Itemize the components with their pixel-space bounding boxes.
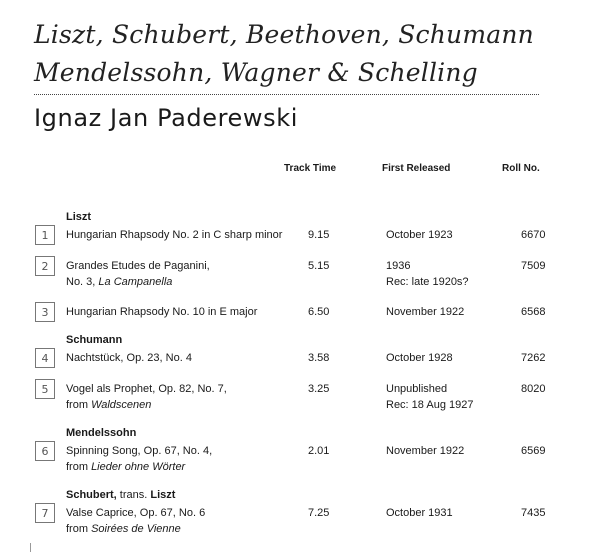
composer-liszt: Liszt [150,489,176,501]
track-number-box: 5 [35,379,55,399]
track-time: 9.15 [308,229,330,241]
composer-trans: trans. [119,489,148,501]
composer-heading-schumann: Schumann [66,334,123,346]
composer-schubert: Schubert, [66,489,117,501]
track-release-line-2: Rec: late 1920s? [386,276,469,288]
track-release: October 1928 [386,352,453,364]
track-title-italic: Soirées de Vienne [91,523,181,535]
track-number-box: 6 [35,441,55,461]
track-time: 2.01 [308,445,330,457]
track-title [66,258,210,290]
track-title-italic: La Campanella [98,276,173,288]
track-title-line-1: Grandes Etudes de Paganini, [66,260,210,272]
track-row [0,256,600,296]
track-roll-no: 6568 [521,306,546,318]
track-release: November 1922 [386,445,465,457]
track-roll-no: 7262 [521,352,546,364]
page-edge-mark [30,543,39,552]
track-title-line-1: Spinning Song, Op. 67, No. 4, [66,445,213,457]
track-release-line-2: Rec: 18 Aug 1927 [386,399,474,411]
track-release-line-1: 1936 [386,260,411,272]
track-number-box: 4 [35,348,55,368]
track-roll-no: 6569 [521,445,546,457]
track-title-prefix: from [66,399,92,411]
track-title [66,505,205,537]
track-row [0,379,600,419]
track-time: 5.15 [308,260,330,272]
track-release-line-1: Unpublished [386,383,448,395]
track-release: November 1922 [386,306,465,318]
composer-heading-schubert [66,489,175,501]
track-release: October 1931 [386,507,453,519]
composers-title-line-2: Mendelssohn, Wagner & Schelling [34,58,478,87]
track-roll-no: 6670 [521,229,546,241]
track-row [0,441,600,481]
track-title [66,443,212,475]
composer-heading-mendelssohn: Mendelssohn [66,427,137,439]
composers-title-line-1: Liszt, Schubert, Beethoven, Schumann [34,20,534,49]
performer-name: Ignaz Jan Paderewski [34,104,298,132]
track-release: October 1923 [386,229,453,241]
track-title-line-1: Valse Caprice, Op. 67, No. 6 [66,507,206,519]
track-title: Hungarian Rhapsody No. 2 in C sharp minor [66,229,283,241]
track-number-box: 3 [35,302,55,322]
track-roll-no: 7435 [521,507,546,519]
track-title-prefix: from [66,523,92,535]
track-roll-no: 8020 [521,383,546,395]
track-title: Nachtstück, Op. 23, No. 4 [66,352,192,364]
column-header-track-time: Track Time [284,163,337,174]
track-title: Hungarian Rhapsody No. 10 in E major [66,306,258,318]
track-time: 7.25 [308,507,330,519]
track-title-prefix: No. 3, [66,276,99,288]
column-header-roll-no: Roll No. [502,163,540,174]
track-title-italic: Lieder ohne Wörter [91,461,186,473]
track-title [66,381,227,413]
track-title-italic: Waldscenen [91,399,152,411]
track-title-line-1: Vogel als Prophet, Op. 82, No. 7, [66,383,227,395]
track-title-prefix: from [66,461,92,473]
track-release [386,258,469,290]
track-time: 3.58 [308,352,330,364]
track-number-box: 7 [35,503,55,523]
track-time: 3.25 [308,383,330,395]
track-row [0,503,600,543]
track-release [386,381,473,413]
track-number-box: 1 [35,225,55,245]
composer-heading-liszt: Liszt [66,211,92,223]
track-roll-no: 7509 [521,260,546,272]
dotted-divider [34,94,539,95]
track-time: 6.50 [308,306,330,318]
track-number-box: 2 [35,256,55,276]
column-header-first-released: First Released [382,163,451,174]
